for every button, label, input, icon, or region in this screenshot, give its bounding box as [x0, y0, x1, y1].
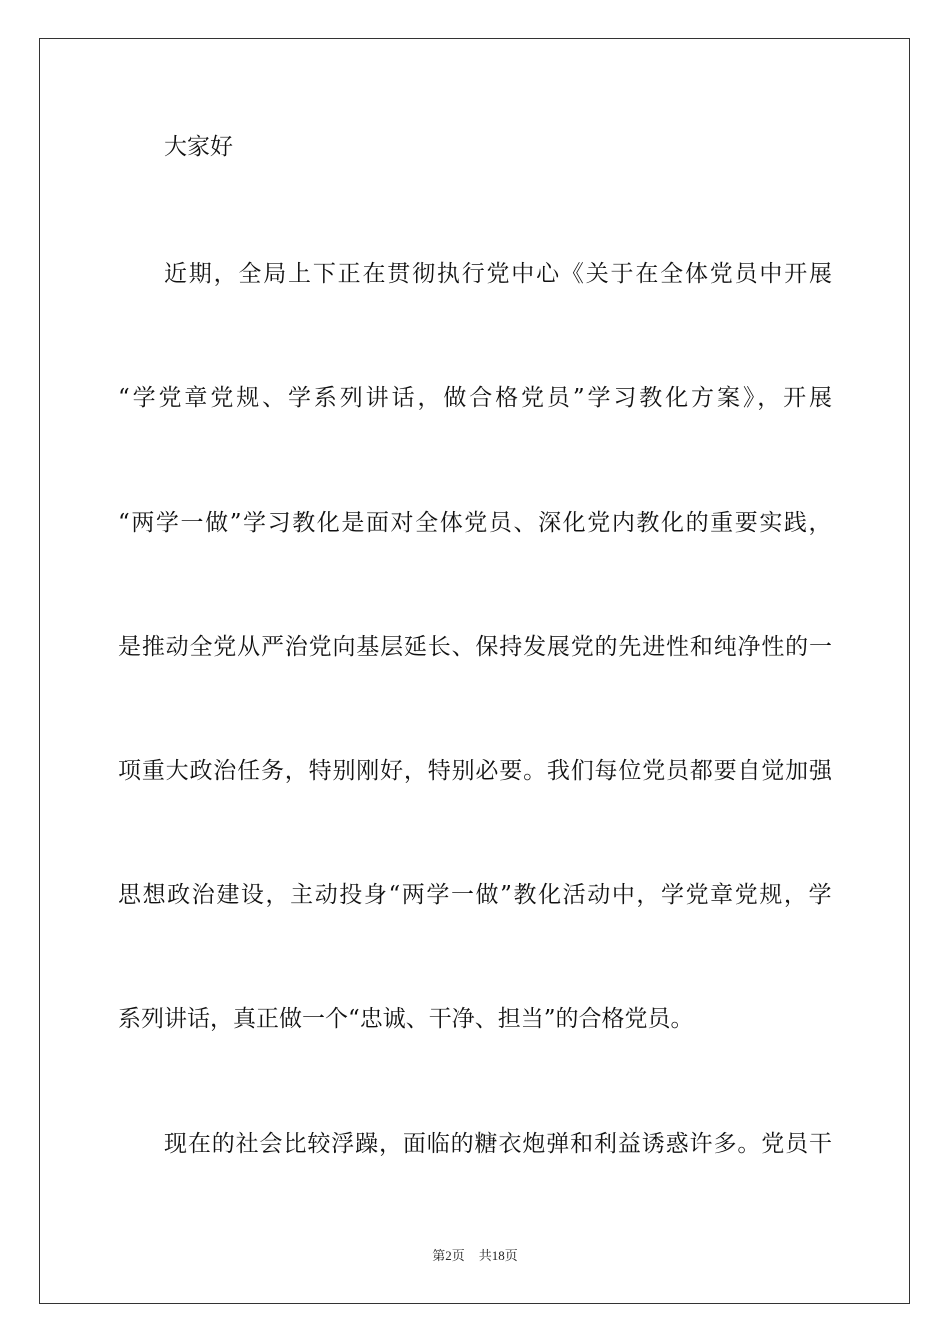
- page-number: 第2页: [432, 1248, 465, 1263]
- paragraph-2-line-1: 现在的社会比较浮躁，面临的糖衣炮弹和利益诱惑许多。党员干: [164, 1131, 833, 1157]
- page-total: 共18页: [478, 1248, 518, 1263]
- paragraph-1-line-2: “学党章党规、学系列讲话，做合格党员”学习教化方案》，开展: [118, 385, 835, 411]
- paragraph-1-line-6: 思想政治建设，主动投身“两学一做”教化活动中，学党章党规，学: [118, 882, 834, 908]
- page-footer: [0, 1247, 950, 1265]
- paragraph-1-line-4: 是推动全党从严治党向基层延长、保持发展党的先进性和纯净性的一: [118, 634, 833, 660]
- paragraph-1-line-3: “两学一做”学习教化是面对全体党员、深化党内教化的重要实践，: [118, 510, 834, 536]
- paragraph-1-line-7: 系列讲话，真正做一个“忠诚、干净、担当”的合格党员。: [118, 1006, 694, 1032]
- paragraph-1-line-1: 近期，全局上下正在贯彻执行党中心《关于在全体党员中开展: [164, 261, 834, 287]
- greeting-line: 大家好: [164, 134, 233, 160]
- paragraph-1-line-5: 项重大政治任务，特别刚好，特别必要。我们每位党员都要自觉加强: [118, 758, 833, 784]
- page-border: [39, 38, 910, 1304]
